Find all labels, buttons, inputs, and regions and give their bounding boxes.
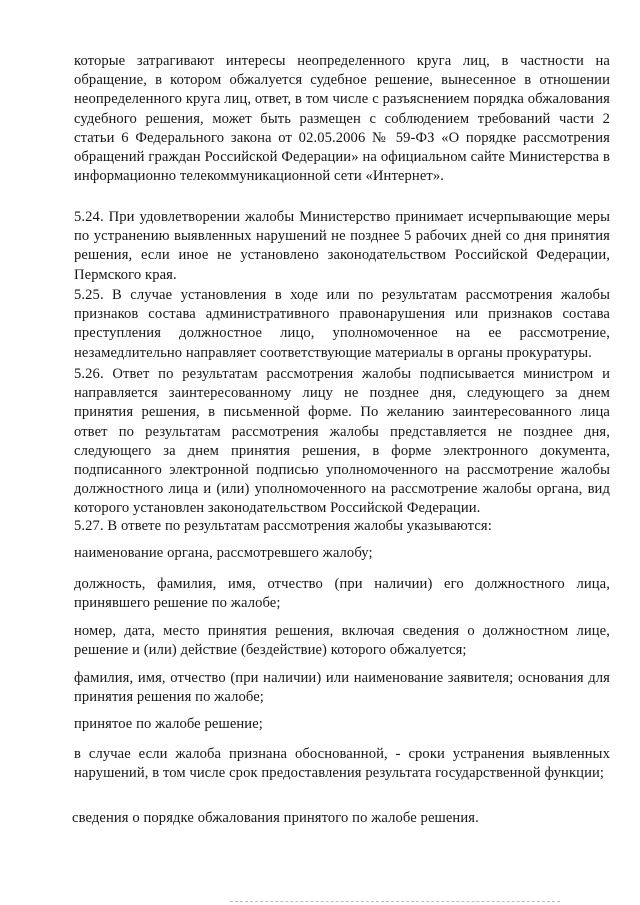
list-item-decision-details: номер, дата, место принятия решения, включая сведения о должностном лице, решение и (или) действие (бездействие) которого обжалуется; [74,623,610,659]
list-item-decision-taken: принятое по жалобе решение; [74,716,263,732]
paragraph-5-27: 5.27. В ответе по результатам рассмотрения жалобы указываются: [74,518,492,534]
paragraph-5-26: 5.26. Ответ по результатам рассмотрения жалобы подписывается министром и направляется заинтересованному лицу не позднее дня, следующего за днем принятия решения, в письменной форме. По желанию заинтересованного лица ответ по результатам рассмотрения жалобы представляется не позднее дня, следующего за днем принятия решения, в форме электронного документа, подписанного электронной подписью уполномоченного на рассмотрение жалобы должностного лица и (или) уполномоченного на рассмотрение жалобы органа, вид которого установлен законодательством Российской Федерации. [74,366,610,517]
paragraph-5-24: 5.24. При удовлетворении жалобы Министерство принимает исчерпывающие меры по устранению выявленных нарушений не позднее 5 рабочих дней со дня принятия решения, если иное не установлено законодательством Российской Федерации, Пермского края. [74,209,610,283]
paragraph-5-25: 5.25. В случае установления в ходе или по результатам рассмотрения жалобы признаков состава административного правонарушения или признаков состава преступления должностное лицо, уполномоченное на ее рассмотрение, незамедлительно направляет соответствующие материалы в органы прокуратуры. [74,287,610,361]
list-item-authority-name: наименование органа, рассмотревшего жалобу; [74,545,373,561]
list-item-remedy-deadlines: в случае если жалоба признана обоснованной, - сроки устранения выявленных нарушений, в том числе срок предоставления результата государственной функции; [74,746,610,782]
list-item-appeal-procedure: сведения о порядке обжалования принятого по жалобе решения. [72,810,479,826]
page-bottom-edge [230,901,560,902]
list-item-applicant-details: фамилия, имя, отчество (при наличии) или наименование заявителя; основания для принятия решения по жалобе; [74,670,610,706]
list-item-official-details: должность, фамилия, имя, отчество (при наличии) его должностного лица, принявшего решение по жалобе; [74,576,610,612]
paragraph-continuation-public-response: которые затрагивают интересы неопределенного круга лиц, в частности на обращение, в котором обжалуется судебное решение, вынесенное в отношении неопределенного круга лиц, ответ, в том числе с разъяснением порядка обжалования судебного решения, может быть размещен с соблюдением требований части 2 статьи 6 Федерального закона от 02.05.2006 № 59-ФЗ «О порядке рассмотрения обращений граждан Российской Федерации» на официальном сайте Министерства в информационно телекоммуникационной сети «Интернет». [74,53,610,185]
